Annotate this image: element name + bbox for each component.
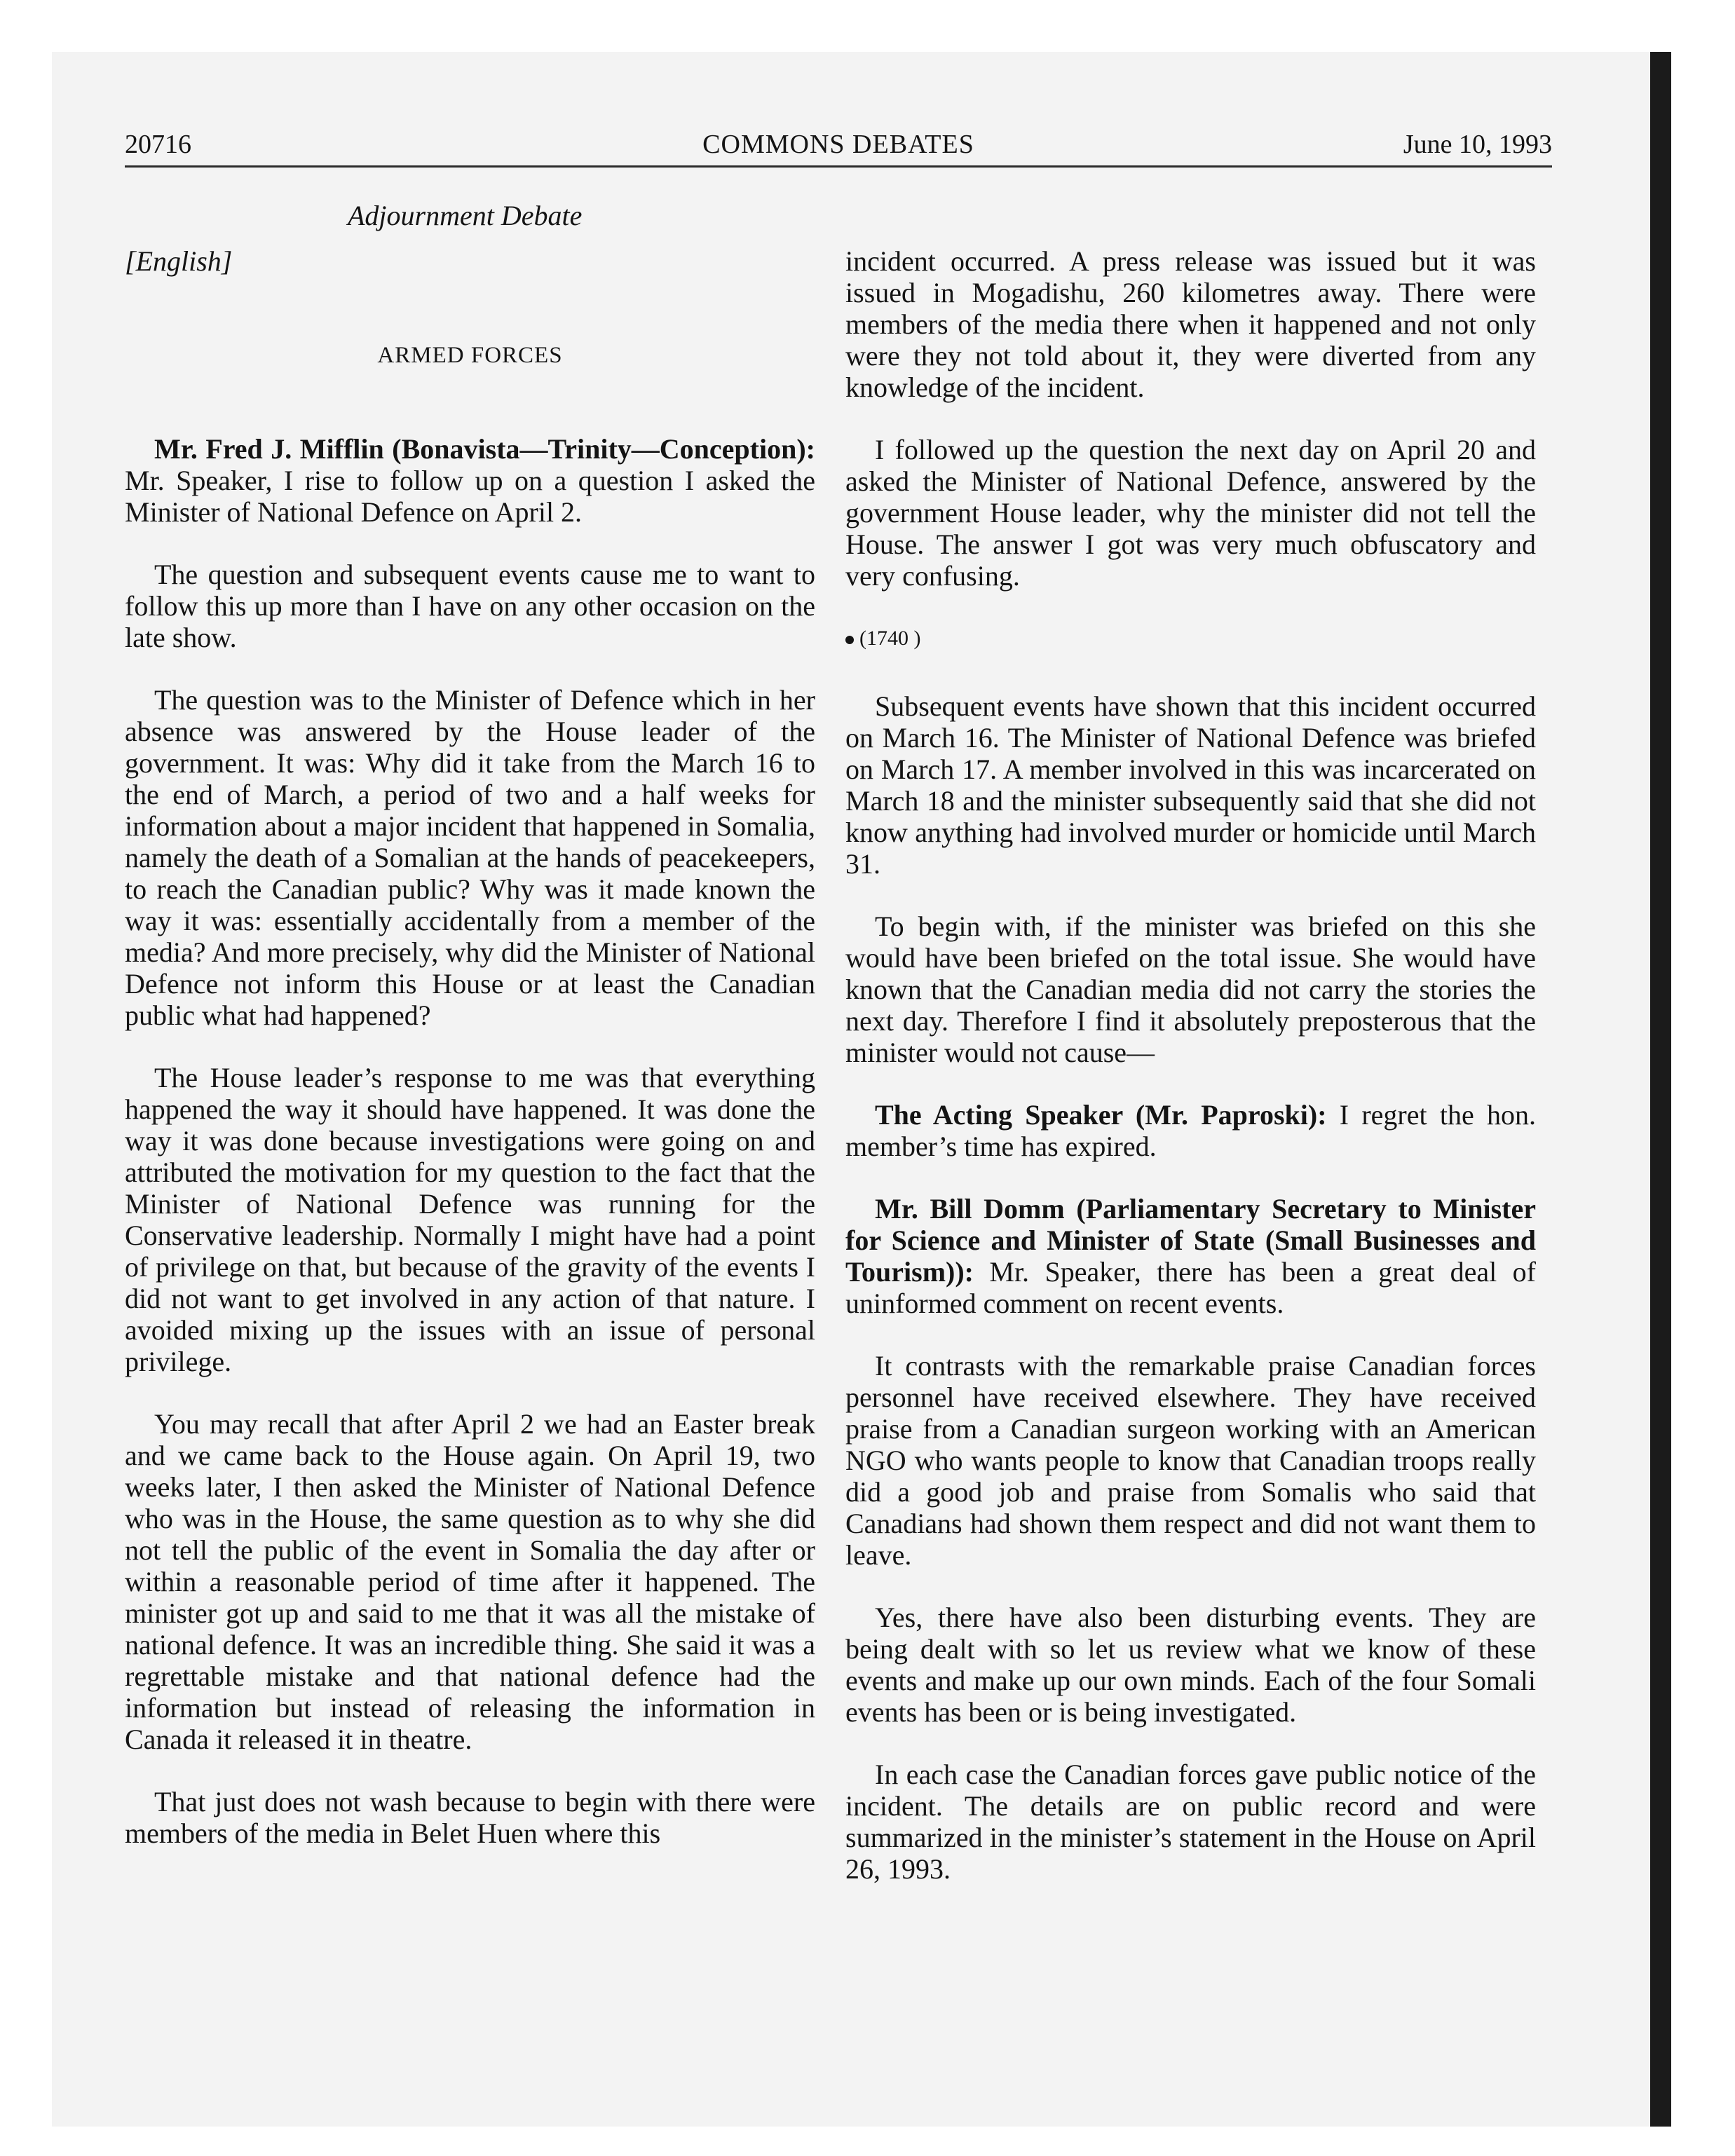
paragraph-text: Mr. Speaker, there has been a great deal of uninformed comment on recent events. <box>845 1256 1536 1319</box>
page-header <box>125 123 1552 165</box>
paragraph-text: To begin with, if the minister was briefed on this she would have been briefed on the total issue. She would have known that the Canadian media did not carry the stories the next day. Therefore I find it absolutely preposterous that the minister would not cause— <box>845 910 1536 1068</box>
bullet-icon <box>845 636 854 644</box>
paragraph <box>845 690 1536 880</box>
paragraph-text: Yes, there have also been disturbing events. They are being dealt with so let us review what we know of these events and make up our own minds. Each of the four Somali events has been or is being investigated. <box>845 1602 1536 1728</box>
section-title: Adjournment Debate <box>348 200 583 231</box>
paragraph-text: In each case the Canadian forces gave public notice of the incident. The details are on public record and were summarized in the minister’s statement in the House on April 26, 1993. <box>845 1759 1536 1885</box>
paragraph-text: I followed up the question the next day on April 20 and asked the Minister of National Defence, answered by the government House leader, why the minister did not tell the House. The answer I got was very much obfuscatory and very confusing. <box>845 434 1536 592</box>
paragraph-text: The question was to the Minister of Defence which in her absence was answered by the House leader of the government. It was: Why did it take from the March 16 to the end of March, a period of two and a half weeks for information about a major incident that happened in Somalia, namely the death of a Somalian at the hands of peacekeepers, to reach the Canadian public? Why was it made known the way it was: essentially accidentally from a member of the media? And more precisely, why did the Minister of National Defence not inform this House or at least the Canadian public what had happened? <box>125 684 815 1031</box>
paragraph <box>125 433 815 528</box>
speaker-name: The Acting Speaker (Mr. Paproski): <box>875 1099 1327 1131</box>
paragraph-text: That just does not wash because to begin with there were members of the media in Belet Huen where this <box>125 1786 815 1849</box>
left-paragraphs <box>125 433 815 1849</box>
publication-title: COMMONS DEBATES <box>702 130 974 159</box>
paragraph <box>845 910 1536 1068</box>
paragraph <box>845 1759 1536 1885</box>
paragraph-text: It contrasts with the remarkable praise Canadian forces personnel have received elsewhere. They have received praise from a Canadian surgeon working with an American NGO who wants people to know that Canadian troops really did a good job and praise from Somalis who said that Canadians had shown them respect and did not want them to leave. <box>845 1350 1536 1571</box>
paragraph <box>845 434 1536 592</box>
scan-edge-shadow <box>1650 52 1671 2127</box>
paragraph <box>845 1099 1536 1162</box>
paragraph-text: Subsequent events have shown that this incident occurred on March 16. The Minister of National Defence was briefed on March 17. A member involved in this was incarcerated on March 18 and the minister subsequently said that she did not know anything had involved murder or homicide until March 31. <box>845 690 1536 880</box>
paragraph <box>845 1193 1536 1319</box>
paragraph <box>125 1408 815 1755</box>
header-rule <box>125 165 1552 168</box>
time-mark <box>845 622 1536 654</box>
right-paragraphs-bottom <box>845 690 1536 1885</box>
time-mark-text: (1740 ) <box>859 627 921 650</box>
paragraph-text: incident occurred. A press release was issued but it was issued in Mogadishu, 260 kilometres away. There were members of the media there when it happened and not only were they not told about it, they were diverted from any knowledge of the incident. <box>845 245 1536 403</box>
paragraph <box>125 684 815 1031</box>
subheading: ARMED FORCES <box>377 343 563 368</box>
paragraph-text: I regret the hon. member’s time has expired. <box>845 1099 1536 1162</box>
paragraph-text: You may recall that after April 2 we had an Easter break and we came back to the House again. On April 19, two weeks later, I then asked the Minister of National Defence who was in the House, the same question as to why she did not tell the public of the event in Somalia the day after or within a reasonable period of time after it happened. The minister got up and said to me that it was all the mistake of national defence. It was an incredible thing. She said it was a regrettable mistake and that national defence had the information but instead of releasing the information in Canada it released it in theatre. <box>125 1408 815 1755</box>
paragraph-text: Mr. Speaker, I rise to follow up on a question I asked the Minister of National Defence on April 2. <box>125 465 815 528</box>
paragraph <box>845 245 1536 403</box>
paragraph-text: The question and subsequent events cause me to want to follow this up more than I have on any other occasion on the late show. <box>125 559 815 653</box>
left-column <box>125 245 815 1880</box>
paragraph <box>125 559 815 653</box>
paragraph-text: The House leader’s response to me was that everything happened the way it should have happened. It was done the way it was done because investigations were going on and attributed the motivation for my question to the fact that the Minister of National Defence was running for the Conservative leadership. Normally I might have had a point of privilege on that, but because of the gravity of the events I did not want to get involved in any action of that nature. I avoided mixing up the issues with an issue of personal privilege. <box>125 1062 815 1377</box>
speaker-name: Mr. Bill Domm (Parliamentary Secretary to Minister for Science and Minister of State (Small Businesses and Tourism)): <box>845 1193 1536 1288</box>
language-note: [English] <box>125 245 233 277</box>
paragraph <box>125 1786 815 1849</box>
paragraph <box>125 1062 815 1377</box>
header-date: June 10, 1993 <box>1403 130 1552 159</box>
speaker-name: Mr. Fred J. Mifflin (Bonavista—Trinity—Conception): <box>154 433 815 465</box>
paragraph <box>845 1602 1536 1728</box>
page-number: 20716 <box>125 130 191 159</box>
right-column <box>845 245 1536 1916</box>
paragraph <box>845 1350 1536 1571</box>
right-paragraphs-top <box>845 245 1536 592</box>
